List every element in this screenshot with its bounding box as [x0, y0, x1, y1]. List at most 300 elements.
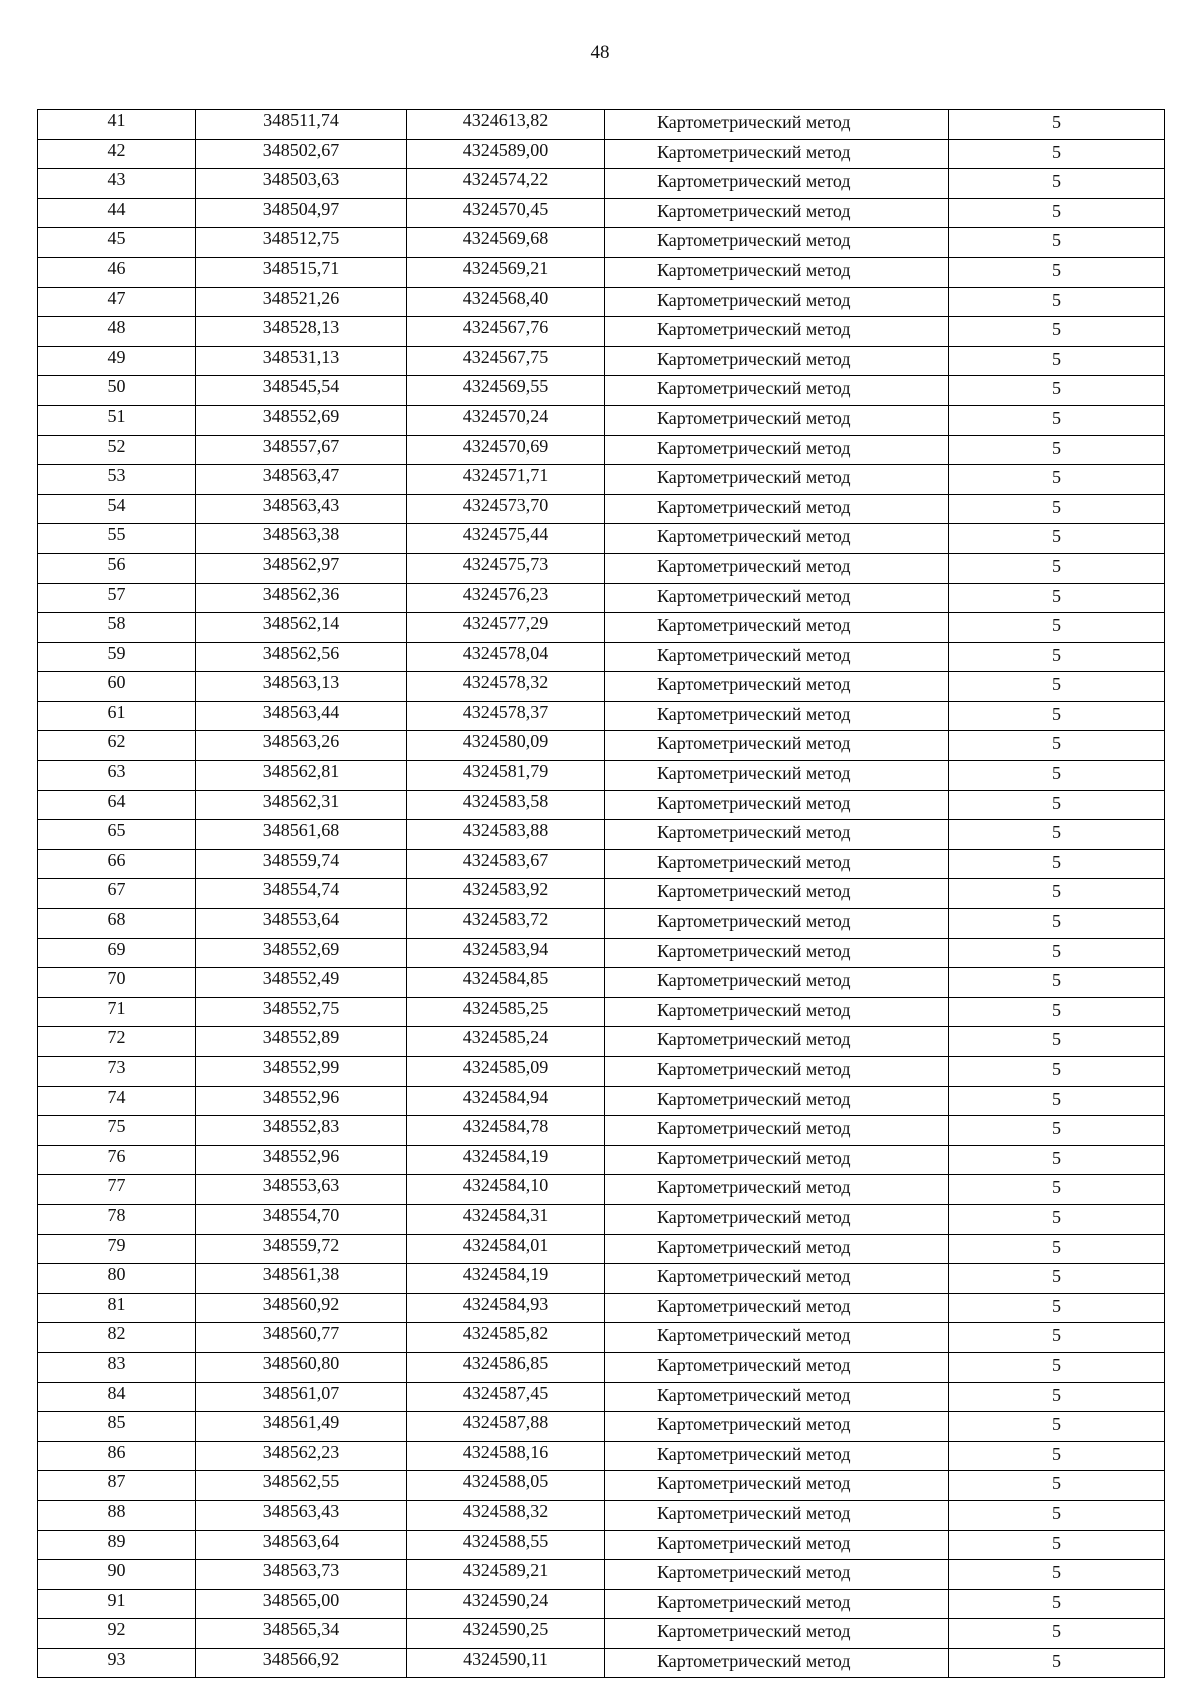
method-cell: Картометрический метод	[605, 997, 949, 1027]
table-row	[38, 790, 1165, 820]
table-row	[38, 1412, 1165, 1442]
method-cell: Картометрический метод	[605, 228, 949, 258]
method-cell: Картометрический метод	[605, 465, 949, 495]
x-coordinate-cell: 348553,64	[196, 909, 407, 939]
point-number-cell: 64	[38, 790, 196, 820]
point-number-cell: 80	[38, 1264, 196, 1294]
y-coordinate-cell: 4324576,23	[407, 583, 605, 613]
x-coordinate-cell: 348559,74	[196, 849, 407, 879]
method-cell: Картометрический метод	[605, 613, 949, 643]
y-coordinate-cell: 4324585,09	[407, 1057, 605, 1087]
x-coordinate-cell: 348531,13	[196, 346, 407, 376]
point-number-cell: 49	[38, 346, 196, 376]
precision-cell: 5	[949, 1027, 1165, 1057]
method-cell: Картометрический метод	[605, 1264, 949, 1294]
precision-cell: 5	[949, 938, 1165, 968]
method-cell: Картометрический метод	[605, 1589, 949, 1619]
table-row	[38, 1027, 1165, 1057]
method-cell: Картометрический метод	[605, 1204, 949, 1234]
table-row	[38, 317, 1165, 347]
table-row	[38, 139, 1165, 169]
method-cell: Картометрический метод	[605, 405, 949, 435]
precision-cell: 5	[949, 997, 1165, 1027]
table-row	[38, 1441, 1165, 1471]
y-coordinate-cell: 4324589,21	[407, 1560, 605, 1590]
point-number-cell: 86	[38, 1441, 196, 1471]
point-number-cell: 66	[38, 849, 196, 879]
y-coordinate-cell: 4324585,24	[407, 1027, 605, 1057]
point-number-cell: 70	[38, 968, 196, 998]
precision-cell: 5	[949, 701, 1165, 731]
precision-cell: 5	[949, 790, 1165, 820]
point-number-cell: 44	[38, 198, 196, 228]
table-row	[38, 968, 1165, 998]
point-number-cell: 69	[38, 938, 196, 968]
precision-cell: 5	[949, 169, 1165, 199]
method-cell: Картометрический метод	[605, 1352, 949, 1382]
method-cell: Картометрический метод	[605, 1175, 949, 1205]
x-coordinate-cell: 348562,31	[196, 790, 407, 820]
precision-cell: 5	[949, 968, 1165, 998]
page-number: 48	[590, 42, 610, 63]
method-cell: Картометрический метод	[605, 139, 949, 169]
point-number-cell: 45	[38, 228, 196, 258]
y-coordinate-cell: 4324583,92	[407, 879, 605, 909]
table-row	[38, 494, 1165, 524]
x-coordinate-cell: 348552,83	[196, 1116, 407, 1146]
point-number-cell: 59	[38, 642, 196, 672]
method-cell: Картометрический метод	[605, 1145, 949, 1175]
x-coordinate-cell: 348552,96	[196, 1086, 407, 1116]
point-number-cell: 89	[38, 1530, 196, 1560]
table-row	[38, 997, 1165, 1027]
x-coordinate-cell: 348504,97	[196, 198, 407, 228]
precision-cell: 5	[949, 613, 1165, 643]
method-cell: Картометрический метод	[605, 1560, 949, 1590]
y-coordinate-cell: 4324569,55	[407, 376, 605, 406]
method-cell: Картометрический метод	[605, 1116, 949, 1146]
precision-cell: 5	[949, 198, 1165, 228]
x-coordinate-cell: 348503,63	[196, 169, 407, 199]
table-row	[38, 553, 1165, 583]
table-row	[38, 110, 1165, 140]
y-coordinate-cell: 4324583,94	[407, 938, 605, 968]
precision-cell: 5	[949, 642, 1165, 672]
table-row	[38, 701, 1165, 731]
precision-cell: 5	[949, 139, 1165, 169]
point-number-cell: 51	[38, 405, 196, 435]
y-coordinate-cell: 4324575,73	[407, 553, 605, 583]
table-row	[38, 1264, 1165, 1294]
method-cell: Картометрический метод	[605, 287, 949, 317]
precision-cell: 5	[949, 317, 1165, 347]
point-number-cell: 67	[38, 879, 196, 909]
point-number-cell: 93	[38, 1648, 196, 1678]
precision-cell: 5	[949, 110, 1165, 140]
table-row	[38, 849, 1165, 879]
table-row	[38, 1530, 1165, 1560]
point-number-cell: 88	[38, 1500, 196, 1530]
method-cell: Картометрический метод	[605, 317, 949, 347]
table-row	[38, 820, 1165, 850]
precision-cell: 5	[949, 1234, 1165, 1264]
precision-cell: 5	[949, 524, 1165, 554]
x-coordinate-cell: 348563,44	[196, 701, 407, 731]
point-number-cell: 50	[38, 376, 196, 406]
y-coordinate-cell: 4324571,71	[407, 465, 605, 495]
precision-cell: 5	[949, 849, 1165, 879]
y-coordinate-cell: 4324569,21	[407, 257, 605, 287]
precision-cell: 5	[949, 1204, 1165, 1234]
precision-cell: 5	[949, 1116, 1165, 1146]
precision-cell: 5	[949, 1175, 1165, 1205]
point-number-cell: 54	[38, 494, 196, 524]
table-row	[38, 435, 1165, 465]
x-coordinate-cell: 348511,74	[196, 110, 407, 140]
x-coordinate-cell: 348563,64	[196, 1530, 407, 1560]
method-cell: Картометрический метод	[605, 1086, 949, 1116]
method-cell: Картометрический метод	[605, 376, 949, 406]
x-coordinate-cell: 348562,36	[196, 583, 407, 613]
x-coordinate-cell: 348563,26	[196, 731, 407, 761]
point-number-cell: 46	[38, 257, 196, 287]
method-cell: Картометрический метод	[605, 938, 949, 968]
point-number-cell: 57	[38, 583, 196, 613]
point-number-cell: 72	[38, 1027, 196, 1057]
method-cell: Картометрический метод	[605, 169, 949, 199]
table-row	[38, 642, 1165, 672]
y-coordinate-cell: 4324585,82	[407, 1323, 605, 1353]
table-row	[38, 257, 1165, 287]
precision-cell: 5	[949, 1382, 1165, 1412]
precision-cell: 5	[949, 228, 1165, 258]
table-row	[38, 228, 1165, 258]
x-coordinate-cell: 348560,80	[196, 1352, 407, 1382]
point-number-cell: 74	[38, 1086, 196, 1116]
x-coordinate-cell: 348565,00	[196, 1589, 407, 1619]
precision-cell: 5	[949, 376, 1165, 406]
precision-cell: 5	[949, 1323, 1165, 1353]
y-coordinate-cell: 4324586,85	[407, 1352, 605, 1382]
y-coordinate-cell: 4324584,94	[407, 1086, 605, 1116]
coordinates-table	[37, 109, 1165, 1678]
x-coordinate-cell: 348512,75	[196, 228, 407, 258]
method-cell: Картометрический метод	[605, 435, 949, 465]
x-coordinate-cell: 348562,55	[196, 1471, 407, 1501]
x-coordinate-cell: 348552,69	[196, 405, 407, 435]
method-cell: Картометрический метод	[605, 909, 949, 939]
table-row	[38, 198, 1165, 228]
y-coordinate-cell: 4324587,88	[407, 1412, 605, 1442]
y-coordinate-cell: 4324575,44	[407, 524, 605, 554]
y-coordinate-cell: 4324581,79	[407, 761, 605, 791]
y-coordinate-cell: 4324583,72	[407, 909, 605, 939]
x-coordinate-cell: 348566,92	[196, 1648, 407, 1678]
table-row	[38, 1116, 1165, 1146]
x-coordinate-cell: 348561,68	[196, 820, 407, 850]
method-cell: Картометрический метод	[605, 1382, 949, 1412]
precision-cell: 5	[949, 257, 1165, 287]
y-coordinate-cell: 4324588,16	[407, 1441, 605, 1471]
precision-cell: 5	[949, 1471, 1165, 1501]
x-coordinate-cell: 348562,56	[196, 642, 407, 672]
y-coordinate-cell: 4324584,78	[407, 1116, 605, 1146]
y-coordinate-cell: 4324578,37	[407, 701, 605, 731]
y-coordinate-cell: 4324584,85	[407, 968, 605, 998]
precision-cell: 5	[949, 761, 1165, 791]
x-coordinate-cell: 348521,26	[196, 287, 407, 317]
x-coordinate-cell: 348502,67	[196, 139, 407, 169]
x-coordinate-cell: 348515,71	[196, 257, 407, 287]
table-row	[38, 1471, 1165, 1501]
point-number-cell: 68	[38, 909, 196, 939]
precision-cell: 5	[949, 731, 1165, 761]
x-coordinate-cell: 348562,14	[196, 613, 407, 643]
table-row	[38, 613, 1165, 643]
table-row	[38, 731, 1165, 761]
point-number-cell: 41	[38, 110, 196, 140]
y-coordinate-cell: 4324588,32	[407, 1500, 605, 1530]
precision-cell: 5	[949, 346, 1165, 376]
precision-cell: 5	[949, 1619, 1165, 1649]
method-cell: Картометрический метод	[605, 257, 949, 287]
method-cell: Картометрический метод	[605, 1500, 949, 1530]
precision-cell: 5	[949, 1264, 1165, 1294]
method-cell: Картометрический метод	[605, 1530, 949, 1560]
x-coordinate-cell: 348563,47	[196, 465, 407, 495]
precision-cell: 5	[949, 1589, 1165, 1619]
y-coordinate-cell: 4324570,24	[407, 405, 605, 435]
x-coordinate-cell: 348565,34	[196, 1619, 407, 1649]
table-row	[38, 1648, 1165, 1678]
method-cell: Картометрический метод	[605, 524, 949, 554]
point-number-cell: 42	[38, 139, 196, 169]
method-cell: Картометрический метод	[605, 1293, 949, 1323]
point-number-cell: 48	[38, 317, 196, 347]
x-coordinate-cell: 348563,43	[196, 494, 407, 524]
x-coordinate-cell: 348552,69	[196, 938, 407, 968]
precision-cell: 5	[949, 1086, 1165, 1116]
point-number-cell: 56	[38, 553, 196, 583]
table-row	[38, 405, 1165, 435]
table-row	[38, 1086, 1165, 1116]
point-number-cell: 77	[38, 1175, 196, 1205]
method-cell: Картометрический метод	[605, 968, 949, 998]
x-coordinate-cell: 348563,38	[196, 524, 407, 554]
x-coordinate-cell: 348552,89	[196, 1027, 407, 1057]
x-coordinate-cell: 348560,92	[196, 1293, 407, 1323]
x-coordinate-cell: 348562,97	[196, 553, 407, 583]
table-row	[38, 1057, 1165, 1087]
y-coordinate-cell: 4324578,32	[407, 672, 605, 702]
point-number-cell: 63	[38, 761, 196, 791]
y-coordinate-cell: 4324567,75	[407, 346, 605, 376]
table-row	[38, 583, 1165, 613]
table-row	[38, 1234, 1165, 1264]
point-number-cell: 82	[38, 1323, 196, 1353]
point-number-cell: 75	[38, 1116, 196, 1146]
table-row	[38, 1145, 1165, 1175]
y-coordinate-cell: 4324570,69	[407, 435, 605, 465]
y-coordinate-cell: 4324584,10	[407, 1175, 605, 1205]
y-coordinate-cell: 4324584,31	[407, 1204, 605, 1234]
method-cell: Картометрический метод	[605, 820, 949, 850]
table-row	[38, 1293, 1165, 1323]
precision-cell: 5	[949, 1441, 1165, 1471]
y-coordinate-cell: 4324574,22	[407, 169, 605, 199]
x-coordinate-cell: 348559,72	[196, 1234, 407, 1264]
table-row	[38, 346, 1165, 376]
x-coordinate-cell: 348563,43	[196, 1500, 407, 1530]
precision-cell: 5	[949, 1293, 1165, 1323]
point-number-cell: 83	[38, 1352, 196, 1382]
x-coordinate-cell: 348561,38	[196, 1264, 407, 1294]
method-cell: Картометрический метод	[605, 494, 949, 524]
point-number-cell: 61	[38, 701, 196, 731]
precision-cell: 5	[949, 1352, 1165, 1382]
table-row	[38, 879, 1165, 909]
x-coordinate-cell: 348563,13	[196, 672, 407, 702]
precision-cell: 5	[949, 1057, 1165, 1087]
y-coordinate-cell: 4324580,09	[407, 731, 605, 761]
y-coordinate-cell: 4324584,19	[407, 1145, 605, 1175]
x-coordinate-cell: 348560,77	[196, 1323, 407, 1353]
method-cell: Картометрический метод	[605, 1057, 949, 1087]
y-coordinate-cell: 4324583,58	[407, 790, 605, 820]
table-row	[38, 1560, 1165, 1590]
x-coordinate-cell: 348554,70	[196, 1204, 407, 1234]
method-cell: Картометрический метод	[605, 1234, 949, 1264]
point-number-cell: 43	[38, 169, 196, 199]
method-cell: Картометрический метод	[605, 849, 949, 879]
y-coordinate-cell: 4324578,04	[407, 642, 605, 672]
point-number-cell: 84	[38, 1382, 196, 1412]
method-cell: Картометрический метод	[605, 583, 949, 613]
table-row	[38, 287, 1165, 317]
table-row	[38, 376, 1165, 406]
precision-cell: 5	[949, 553, 1165, 583]
table-row	[38, 524, 1165, 554]
point-number-cell: 58	[38, 613, 196, 643]
method-cell: Картометрический метод	[605, 761, 949, 791]
x-coordinate-cell: 348557,67	[196, 435, 407, 465]
precision-cell: 5	[949, 583, 1165, 613]
y-coordinate-cell: 4324613,82	[407, 110, 605, 140]
point-number-cell: 92	[38, 1619, 196, 1649]
precision-cell: 5	[949, 435, 1165, 465]
point-number-cell: 60	[38, 672, 196, 702]
x-coordinate-cell: 348552,49	[196, 968, 407, 998]
y-coordinate-cell: 4324583,88	[407, 820, 605, 850]
y-coordinate-cell: 4324584,19	[407, 1264, 605, 1294]
table-row	[38, 465, 1165, 495]
table-row	[38, 1619, 1165, 1649]
y-coordinate-cell: 4324573,70	[407, 494, 605, 524]
method-cell: Картометрический метод	[605, 1619, 949, 1649]
point-number-cell: 81	[38, 1293, 196, 1323]
x-coordinate-cell: 348552,96	[196, 1145, 407, 1175]
table-row	[38, 1500, 1165, 1530]
point-number-cell: 55	[38, 524, 196, 554]
method-cell: Картометрический метод	[605, 642, 949, 672]
table-row	[38, 1589, 1165, 1619]
y-coordinate-cell: 4324585,25	[407, 997, 605, 1027]
precision-cell: 5	[949, 1145, 1165, 1175]
method-cell: Картометрический метод	[605, 790, 949, 820]
table-row	[38, 1382, 1165, 1412]
point-number-cell: 85	[38, 1412, 196, 1442]
method-cell: Картометрический метод	[605, 110, 949, 140]
y-coordinate-cell: 4324584,01	[407, 1234, 605, 1264]
y-coordinate-cell: 4324583,67	[407, 849, 605, 879]
y-coordinate-cell: 4324589,00	[407, 139, 605, 169]
point-number-cell: 65	[38, 820, 196, 850]
precision-cell: 5	[949, 672, 1165, 702]
method-cell: Картометрический метод	[605, 731, 949, 761]
method-cell: Картометрический метод	[605, 1471, 949, 1501]
method-cell: Картометрический метод	[605, 879, 949, 909]
y-coordinate-cell: 4324570,45	[407, 198, 605, 228]
x-coordinate-cell: 348562,81	[196, 761, 407, 791]
point-number-cell: 53	[38, 465, 196, 495]
method-cell: Картометрический метод	[605, 672, 949, 702]
precision-cell: 5	[949, 1500, 1165, 1530]
y-coordinate-cell: 4324587,45	[407, 1382, 605, 1412]
point-number-cell: 91	[38, 1589, 196, 1619]
point-number-cell: 76	[38, 1145, 196, 1175]
x-coordinate-cell: 348545,54	[196, 376, 407, 406]
x-coordinate-cell: 348563,73	[196, 1560, 407, 1590]
precision-cell: 5	[949, 1412, 1165, 1442]
precision-cell: 5	[949, 1530, 1165, 1560]
y-coordinate-cell: 4324584,93	[407, 1293, 605, 1323]
method-cell: Картометрический метод	[605, 553, 949, 583]
method-cell: Картометрический метод	[605, 198, 949, 228]
x-coordinate-cell: 348528,13	[196, 317, 407, 347]
point-number-cell: 87	[38, 1471, 196, 1501]
precision-cell: 5	[949, 909, 1165, 939]
precision-cell: 5	[949, 1560, 1165, 1590]
precision-cell: 5	[949, 820, 1165, 850]
precision-cell: 5	[949, 494, 1165, 524]
point-number-cell: 62	[38, 731, 196, 761]
y-coordinate-cell: 4324588,05	[407, 1471, 605, 1501]
table-row	[38, 1204, 1165, 1234]
point-number-cell: 71	[38, 997, 196, 1027]
table-row	[38, 169, 1165, 199]
y-coordinate-cell: 4324569,68	[407, 228, 605, 258]
point-number-cell: 73	[38, 1057, 196, 1087]
y-coordinate-cell: 4324567,76	[407, 317, 605, 347]
x-coordinate-cell: 348552,75	[196, 997, 407, 1027]
point-number-cell: 47	[38, 287, 196, 317]
table-row	[38, 1352, 1165, 1382]
point-number-cell: 52	[38, 435, 196, 465]
table-row	[38, 672, 1165, 702]
method-cell: Картометрический метод	[605, 1027, 949, 1057]
x-coordinate-cell: 348561,49	[196, 1412, 407, 1442]
point-number-cell: 78	[38, 1204, 196, 1234]
table-row	[38, 938, 1165, 968]
method-cell: Картометрический метод	[605, 1441, 949, 1471]
point-number-cell: 79	[38, 1234, 196, 1264]
precision-cell: 5	[949, 287, 1165, 317]
method-cell: Картометрический метод	[605, 346, 949, 376]
method-cell: Картометрический метод	[605, 1648, 949, 1678]
precision-cell: 5	[949, 1648, 1165, 1678]
method-cell: Картометрический метод	[605, 1323, 949, 1353]
precision-cell: 5	[949, 465, 1165, 495]
